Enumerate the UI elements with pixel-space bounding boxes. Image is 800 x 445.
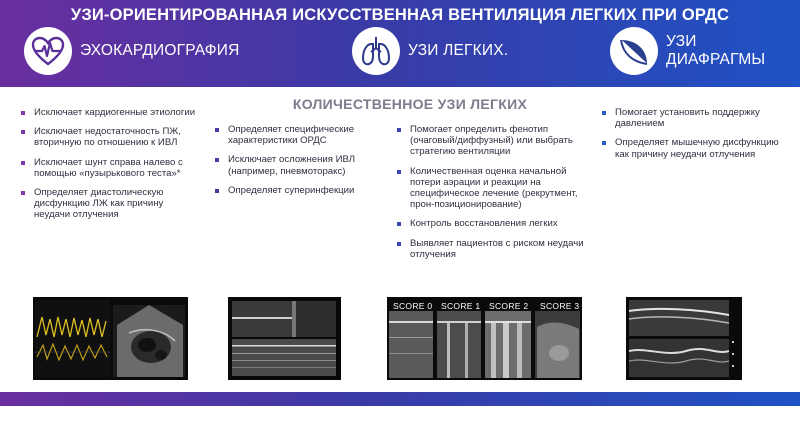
list-item: Исключает недостаточность ПЖ, вторичную по отношению к ИВЛ bbox=[18, 126, 198, 148]
list-item: Исключает кардиогенные этиологии bbox=[18, 107, 198, 118]
list-item: Контроль восстановления легких bbox=[394, 218, 584, 229]
list-item: Определяет диастолическую дисфункцию ЛЖ как причину неудачи отлучения bbox=[18, 187, 198, 221]
list-item: Количественная оценка начальной потери аэрации и реакции на специфическое лечение (рекрутмент, прон-позиционирование) bbox=[394, 166, 584, 211]
score-label: SCORE 2 bbox=[489, 301, 529, 311]
list-item: Выявляет пациентов с риском неудачи отлучения bbox=[394, 238, 584, 260]
quantitative-lung-title: КОЛИЧЕСТВЕННОЕ УЗИ ЛЕГКИХ bbox=[292, 96, 528, 112]
list-item: Исключает осложнения ИВЛ (например, пневмоторакс) bbox=[212, 154, 382, 176]
header-banner bbox=[0, 0, 800, 87]
score-label: SCORE 0 bbox=[393, 301, 433, 311]
section-label-lung: УЗИ ЛЕГКИХ. bbox=[408, 42, 509, 59]
score-label: SCORE 1 bbox=[441, 301, 481, 311]
list-item: Определяет суперинфекции bbox=[212, 185, 382, 196]
diaphragm-column bbox=[599, 107, 789, 168]
list-item: Помогает определить фенотип (очаговый/диффузный) или выбрать стратегию вентиляции bbox=[394, 124, 584, 158]
lung-column bbox=[212, 124, 382, 204]
list-item: Помогает установить поддержку давлением bbox=[599, 107, 789, 129]
heart-pulse-icon bbox=[24, 27, 72, 75]
diaphragm-icon bbox=[610, 27, 658, 75]
lungs-icon bbox=[352, 27, 400, 75]
lung-score-ultrasound-image bbox=[387, 297, 582, 380]
footer-banner bbox=[0, 392, 800, 406]
echo-ultrasound-image bbox=[33, 297, 188, 380]
section-label-diaphragm: УЗИ ДИАФРАГМЫ bbox=[666, 33, 766, 68]
list-item: Определяет мышечную дисфункцию как причину неудачи отлучения bbox=[599, 137, 789, 159]
lung-ultrasound-image bbox=[228, 297, 341, 380]
quantitative-column bbox=[394, 124, 584, 268]
section-diaphragm-ultrasound bbox=[610, 26, 800, 76]
list-item: Исключает шунт справа налево с помощью «пузырькового теста»* bbox=[18, 157, 198, 179]
section-label-echo: ЭХОКАРДИОГРАФИЯ bbox=[80, 42, 240, 59]
section-echocardiography bbox=[24, 26, 240, 76]
section-lung-ultrasound bbox=[352, 26, 508, 76]
diaphragm-ultrasound-image bbox=[626, 297, 742, 380]
echo-column bbox=[18, 107, 198, 229]
list-item: Определяет специфические характеристики ОРДС bbox=[212, 124, 382, 146]
score-label: SCORE 3 bbox=[540, 301, 580, 311]
page-title: УЗИ-ОРИЕНТИРОВАННАЯ ИСКУССТВЕННАЯ ВЕНТИЛЯЦИЯ ЛЕГКИХ ПРИ ОРДС bbox=[70, 6, 730, 24]
